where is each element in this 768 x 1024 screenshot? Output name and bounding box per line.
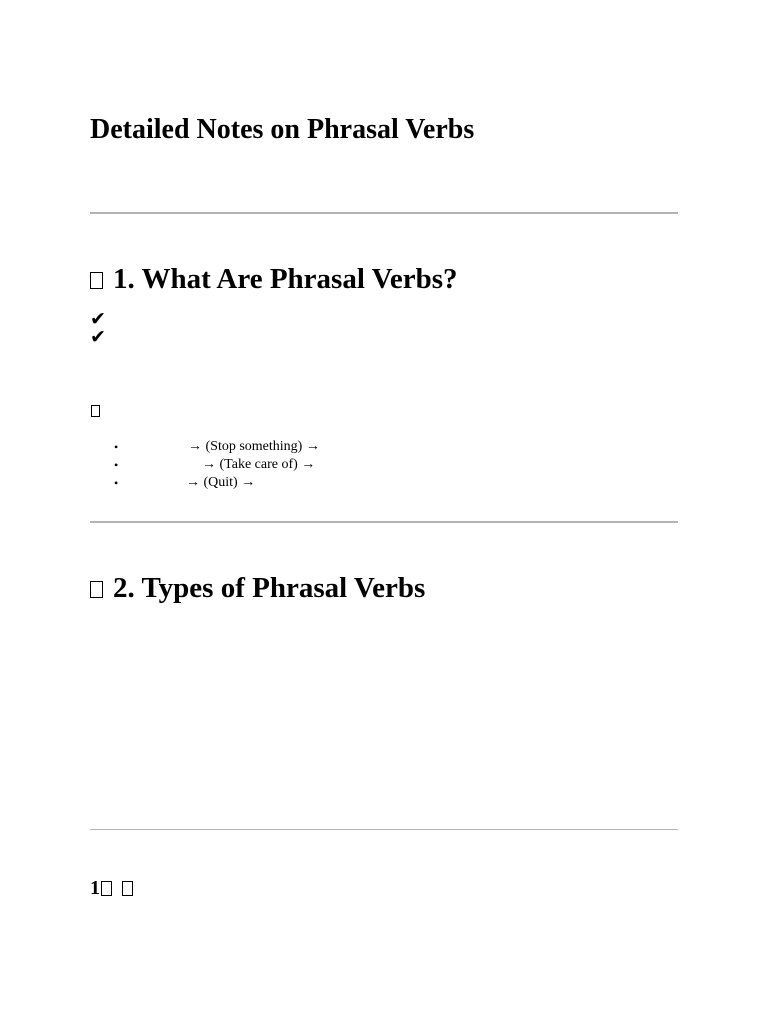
- example-meaning: → (Take care of) →: [202, 457, 316, 472]
- example-meaning: → (Quit) →: [186, 475, 256, 490]
- section-heading-text: 2. Types of Phrasal Verbs: [113, 572, 426, 605]
- document-title: Detailed Notes on Phrasal Verbs: [90, 113, 475, 145]
- divider: [90, 212, 678, 214]
- checkmark-icon: ✔: [90, 308, 106, 330]
- bullet: •: [114, 458, 119, 472]
- list-item: [114, 456, 514, 474]
- divider: [90, 521, 678, 523]
- example-meaning: → (Stop something) →: [188, 439, 320, 454]
- list-item: [114, 438, 514, 456]
- checkmark-icon: ✔: [90, 326, 106, 348]
- missing-glyph-icon: [101, 881, 112, 896]
- example-list: [114, 438, 514, 492]
- missing-glyph-icon: [90, 581, 103, 598]
- divider: [90, 829, 678, 830]
- subsection-number: 1: [90, 877, 100, 899]
- bullet: •: [114, 440, 119, 454]
- missing-glyph-icon: [90, 272, 103, 289]
- missing-glyph-icon: [122, 881, 133, 896]
- section-heading-text: 1. What Are Phrasal Verbs?: [113, 263, 458, 296]
- bullet: •: [114, 476, 119, 490]
- missing-glyph-icon: [91, 405, 100, 417]
- subsection-heading: [90, 876, 133, 900]
- note-icon: [91, 404, 100, 422]
- section-heading-types: [90, 570, 425, 606]
- section-heading-what-are: [90, 261, 458, 297]
- list-item: [114, 474, 514, 492]
